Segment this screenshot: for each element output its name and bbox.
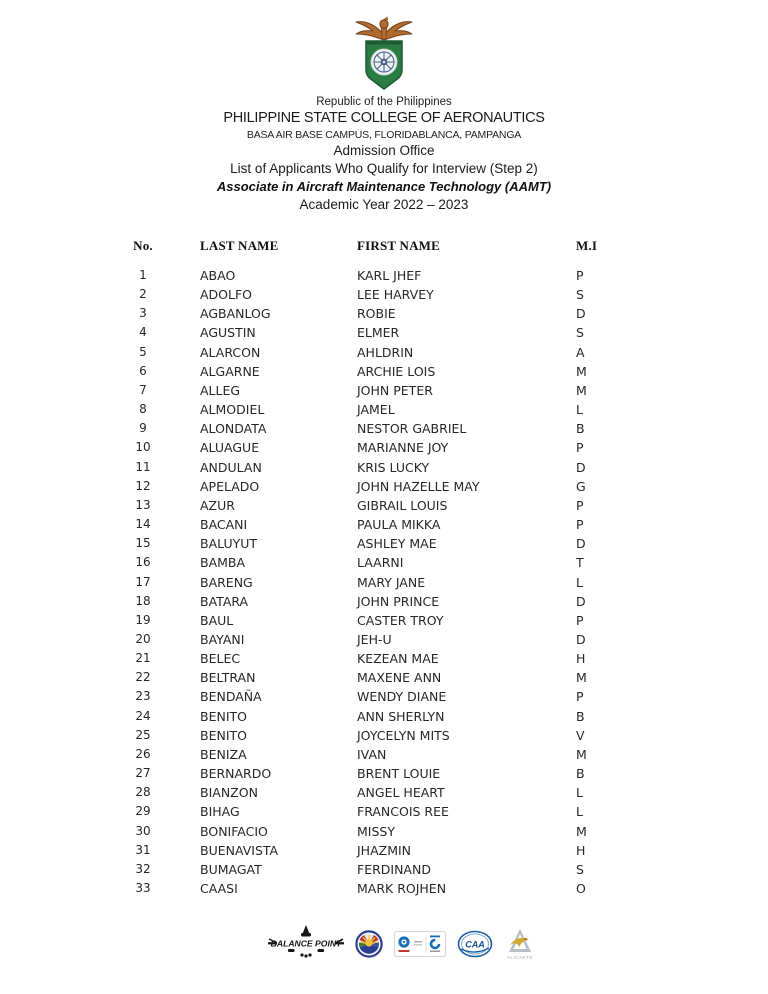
row-middle-initial: D [576, 631, 586, 647]
row-last-name: ALMODIEL [200, 402, 265, 418]
row-middle-initial: L [576, 402, 583, 418]
row-number: 4 [139, 325, 147, 340]
row-first-name: MARK ROJHEN [357, 881, 447, 896]
table-row [108, 592, 608, 611]
row-first-name: MISSY [357, 823, 395, 839]
balance-point-label: BALANCE POINT [270, 938, 342, 949]
row-number: 31 [135, 842, 151, 857]
table-row [108, 438, 608, 457]
row-first-name: CASTER TROY [357, 612, 444, 628]
row-middle-initial: O [576, 881, 586, 896]
table-row [108, 343, 608, 362]
row-number: 29 [135, 804, 151, 819]
row-first-name: JHAZMIN [357, 842, 412, 858]
row-last-name: BUENAVISTA [200, 842, 279, 858]
row-last-name: ALARCON [200, 344, 261, 360]
row-last-name: BONIFACIO [200, 823, 268, 839]
row-first-name: JOHN HAZELLE MAY [357, 478, 480, 494]
table-row [108, 458, 608, 477]
philsca-seal-icon [352, 12, 416, 92]
row-number: 18 [135, 593, 151, 608]
philsca-round-seal-icon [355, 930, 383, 958]
certification-marks-icon [394, 931, 446, 957]
row-first-name: JOHN PETER [357, 382, 433, 398]
row-last-name: BIANZON [200, 785, 258, 801]
row-middle-initial: D [576, 593, 586, 609]
row-last-name: BAMBA [200, 555, 246, 571]
row-number: 33 [135, 881, 151, 895]
row-first-name: GIBRAIL LOUIS [357, 497, 448, 513]
row-last-name: BENITO [200, 727, 247, 743]
row-first-name: JEH-U [357, 631, 392, 647]
row-number: 24 [135, 708, 151, 723]
row-first-name: BRENT LOUIE [357, 766, 441, 782]
row-middle-initial: M [576, 363, 587, 379]
table-header-row [108, 238, 608, 254]
row-middle-initial: V [576, 727, 585, 743]
row-middle-initial: S [576, 287, 584, 303]
college-name: PHILIPPINE STATE COLLEGE OF AERONAUTICS [223, 110, 545, 126]
row-number: 17 [135, 574, 151, 589]
row-last-name: BELEC [200, 651, 241, 667]
table-row [108, 304, 608, 323]
row-last-name: ABAO [200, 268, 236, 283]
table-row [108, 515, 608, 534]
row-number: 27 [135, 766, 151, 781]
row-number: 7 [139, 382, 147, 397]
table-row [108, 707, 608, 726]
row-middle-initial: M [576, 382, 587, 398]
table-row [108, 841, 608, 860]
row-first-name: KRIS LUCKY [357, 459, 430, 475]
row-last-name: ANDULAN [200, 459, 262, 475]
row-middle-initial: D [576, 536, 586, 552]
table-row [108, 860, 608, 879]
row-number: 14 [135, 517, 151, 532]
row-number: 3 [139, 306, 147, 321]
row-number: 20 [135, 631, 151, 646]
row-number: 10 [135, 440, 151, 455]
row-last-name: BATARA [200, 593, 249, 609]
row-number: 9 [139, 421, 147, 436]
row-number: 22 [135, 670, 151, 685]
table-row [108, 285, 608, 304]
row-middle-initial: P [576, 689, 584, 705]
program-title: Associate in Aircraft Maintenance Technology (AAMT) [216, 179, 552, 194]
table-row [108, 783, 608, 802]
row-middle-initial: B [576, 766, 585, 782]
alicanto-label: ALICANTO [507, 955, 533, 960]
row-number: 12 [135, 478, 151, 493]
row-last-name: BALUYUT [200, 536, 258, 552]
table-row [108, 553, 608, 572]
table-row [108, 687, 608, 706]
row-middle-initial: M [576, 670, 587, 686]
row-first-name: JOYCELYN MITS [357, 727, 450, 743]
table-row [108, 573, 608, 592]
row-first-name: WENDY DIANE [357, 689, 447, 705]
row-last-name: AGUSTIN [200, 325, 256, 341]
row-first-name: KARL JHEF [357, 268, 422, 283]
row-number: 1 [139, 268, 147, 282]
row-last-name: BERNARDO [200, 766, 272, 782]
row-first-name: ELMER [357, 325, 400, 341]
row-middle-initial: D [576, 459, 586, 475]
caa-label: CAA [465, 939, 485, 950]
row-middle-initial: M [576, 823, 587, 839]
footer-logos [0, 924, 768, 964]
row-number: 6 [139, 363, 147, 378]
row-first-name: MARY JANE [357, 574, 426, 590]
row-number: 28 [135, 785, 151, 800]
row-middle-initial: P [576, 497, 584, 513]
row-last-name: ALONDATA [200, 421, 267, 437]
row-last-name: ADOLFO [200, 287, 253, 303]
row-middle-initial: P [576, 440, 584, 456]
caa-logo [457, 929, 493, 959]
row-last-name: AGBANLOG [200, 306, 271, 322]
row-middle-initial: P [576, 612, 584, 628]
row-number: 26 [135, 746, 151, 761]
row-middle-initial: T [576, 555, 584, 571]
col-header-mi: M.I [576, 238, 598, 253]
row-middle-initial: L [576, 785, 583, 801]
table-row [108, 400, 608, 419]
row-last-name: ALGARNE [200, 363, 260, 379]
row-last-name: BENIZA [200, 746, 247, 762]
table-row [108, 534, 608, 553]
row-number: 8 [139, 402, 147, 417]
table-row [108, 611, 608, 630]
row-last-name: ALUAGUE [200, 440, 260, 456]
row-last-name: BAYANI [200, 631, 245, 647]
row-number: 11 [135, 459, 151, 474]
table-row [108, 745, 608, 764]
row-middle-initial: S [576, 861, 584, 877]
row-middle-initial: P [576, 268, 584, 283]
row-last-name: BIHAG [200, 804, 240, 820]
row-last-name: ALLEG [200, 382, 241, 398]
row-number: 32 [135, 861, 151, 876]
row-first-name: NESTOR GABRIEL [357, 421, 467, 437]
row-first-name: ROBIE [357, 306, 396, 322]
row-last-name: BELTRAN [200, 670, 256, 686]
row-number: 13 [135, 497, 151, 512]
row-first-name: LEE HARVEY [357, 287, 434, 303]
campus-line: BASA AIR BASE CAMPUS, FLORIDABLANCA, PAMPANGA [246, 129, 522, 141]
row-first-name: AHLDRIN [357, 344, 414, 360]
row-middle-initial: H [576, 651, 586, 667]
alicanto-logo [504, 926, 536, 962]
row-number: 21 [135, 651, 151, 666]
applicant-table [108, 266, 608, 898]
row-middle-initial: A [576, 344, 585, 360]
row-first-name: FERDINAND [357, 861, 431, 877]
col-header-no: No. [133, 238, 153, 253]
row-first-name: JOHN PRINCE [357, 593, 440, 609]
table-row [108, 496, 608, 515]
balance-point-logo [268, 924, 344, 964]
academic-year: Academic Year 2022 – 2023 [299, 197, 469, 212]
row-first-name: JAMEL [357, 402, 395, 418]
row-first-name: MAXENE ANN [357, 670, 442, 686]
row-last-name: BENITO [200, 708, 247, 724]
table-row [108, 630, 608, 649]
philsca-logo [0, 12, 768, 92]
table-row [108, 822, 608, 841]
row-middle-initial: L [576, 574, 583, 590]
row-last-name: BUMAGAT [200, 861, 262, 877]
table-row [108, 381, 608, 400]
row-number: 5 [139, 344, 147, 359]
row-first-name: ARCHIE LOIS [357, 363, 436, 379]
table-row [108, 802, 608, 821]
table-row [108, 764, 608, 783]
row-number: 16 [135, 555, 151, 570]
table-row [108, 726, 608, 745]
row-number: 19 [135, 612, 151, 627]
table-row [108, 323, 608, 342]
row-middle-initial: B [576, 421, 585, 437]
row-first-name: IVAN [357, 746, 387, 762]
row-middle-initial: B [576, 708, 585, 724]
row-middle-initial: G [576, 478, 586, 494]
table-row [108, 649, 608, 668]
row-middle-initial: L [576, 804, 583, 820]
table-row [108, 266, 608, 285]
row-middle-initial: D [576, 306, 586, 322]
row-first-name: LAARNI [357, 555, 404, 571]
office-line: Admission Office [333, 143, 435, 158]
col-header-last: LAST NAME [200, 238, 279, 253]
row-last-name: BACANI [200, 517, 248, 533]
republic-line: Republic of the Philippines [316, 96, 452, 108]
row-first-name: MARIANNE JOY [357, 440, 449, 456]
row-number: 30 [135, 823, 151, 838]
row-last-name: APELADO [200, 478, 260, 494]
row-middle-initial: H [576, 842, 586, 858]
row-first-name: PAULA MIKKA [357, 517, 441, 533]
col-header-first: FIRST NAME [357, 238, 441, 253]
row-number: 2 [139, 287, 147, 302]
row-last-name: AZUR [200, 497, 235, 513]
row-number: 15 [135, 536, 151, 551]
row-first-name: FRANCOIS REE [357, 804, 449, 820]
list-title: List of Applicants Who Qualify for Interview (Step 2) [230, 161, 538, 176]
row-first-name: KEZEAN MAE [357, 651, 439, 667]
row-number: 25 [135, 727, 151, 742]
table-row [108, 419, 608, 438]
row-first-name: ANGEL HEART [357, 785, 445, 801]
table-row [108, 362, 608, 381]
row-number: 23 [135, 689, 151, 704]
row-middle-initial: P [576, 517, 584, 533]
row-last-name: CAASI [200, 881, 238, 896]
row-last-name: BARENG [200, 574, 253, 590]
row-middle-initial: M [576, 746, 587, 762]
table-row [108, 477, 608, 496]
document-header [0, 12, 768, 212]
row-last-name: BAUL [200, 612, 234, 628]
row-last-name: BENDAÑA [200, 689, 262, 705]
table-row [108, 879, 608, 898]
row-first-name: ASHLEY MAE [357, 536, 437, 552]
row-middle-initial: S [576, 325, 584, 341]
row-first-name: ANN SHERLYN [357, 708, 445, 724]
table-row [108, 668, 608, 687]
